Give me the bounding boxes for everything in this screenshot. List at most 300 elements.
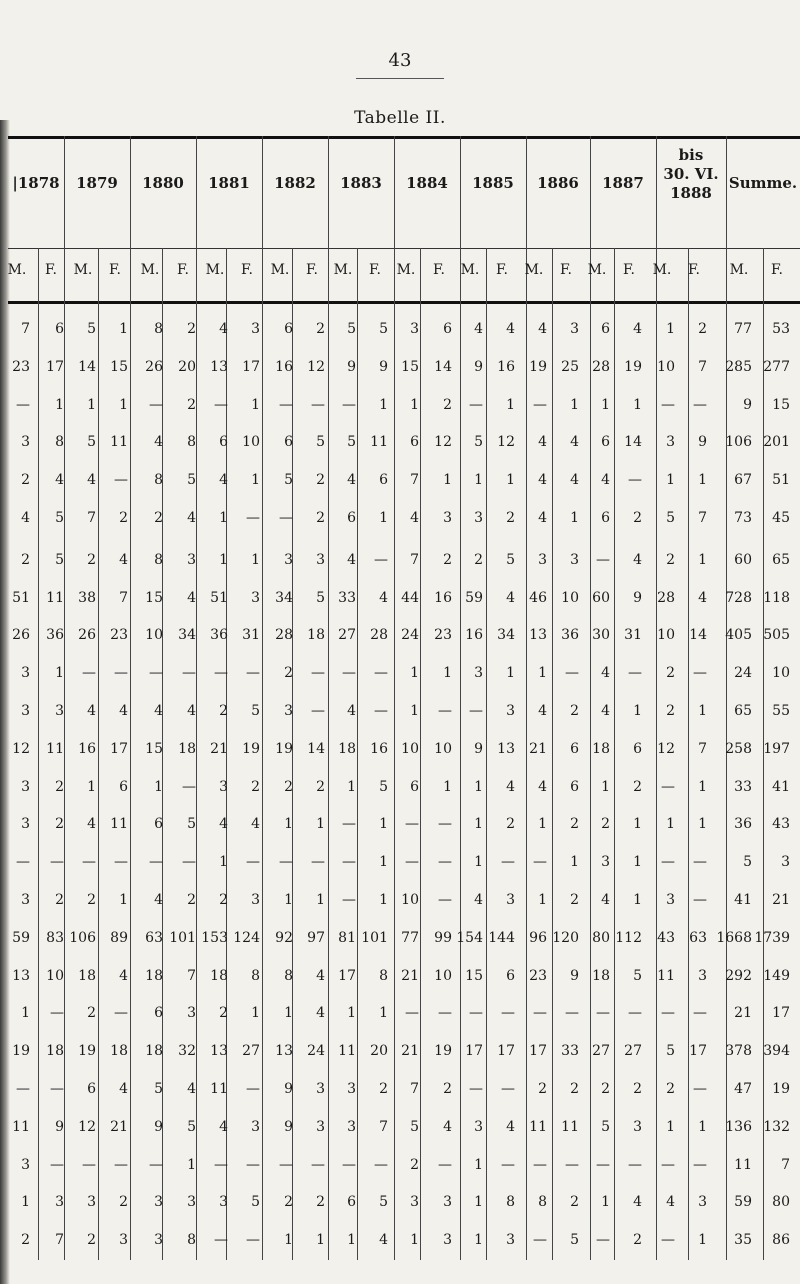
table-cell: 9 <box>474 358 483 375</box>
year-header: 1886 <box>537 174 579 192</box>
table-cell: 55 <box>772 703 790 719</box>
table-cell: 2 <box>187 321 196 337</box>
table-cell: 11 <box>657 967 675 984</box>
table-cell: 4 <box>538 472 547 489</box>
table-cell: 47 <box>734 1081 752 1097</box>
table-cell: 4 <box>633 321 642 337</box>
table-cell: 2 <box>443 396 452 413</box>
table-cell: 1 <box>21 1005 30 1022</box>
table-cell: 4 <box>666 1194 675 1211</box>
table-cell: 3 <box>443 510 452 526</box>
table-cell: — <box>114 1156 128 1173</box>
table-cell: — <box>246 854 260 871</box>
table-cell: 32 <box>178 1043 196 1060</box>
table-cell: 21 <box>401 967 419 984</box>
table-cell: 3 <box>316 1081 325 1097</box>
table-cell: 4 <box>474 892 483 908</box>
table-cell: 2 <box>87 892 96 908</box>
table-cell: 4 <box>570 434 579 451</box>
table-cell: 1 <box>601 1194 610 1211</box>
table-cell: 17 <box>338 967 356 984</box>
table-cell: — <box>214 1156 228 1173</box>
table-cell: 1 <box>251 396 260 413</box>
table-cell: 5 <box>284 472 293 489</box>
table-cell: 2 <box>21 551 30 568</box>
table-cell: 33 <box>561 1043 579 1060</box>
table-cell: 3 <box>347 1118 356 1135</box>
year-header: 1883 <box>340 174 382 192</box>
female-header: F. <box>369 262 381 278</box>
table-cell: 3 <box>21 434 30 451</box>
table-cell: 59 <box>12 929 30 946</box>
year-header: 1884 <box>406 174 448 192</box>
table-cell: — <box>246 1232 260 1249</box>
table-cell: 1 <box>538 816 547 833</box>
table-cell: — <box>628 1156 642 1173</box>
table-cell: 2 <box>187 396 196 413</box>
female-header: F. <box>623 262 635 278</box>
table-cell: 405 <box>725 627 752 644</box>
table-cell: 6 <box>154 816 163 833</box>
page-number-rule <box>356 78 444 79</box>
table-cell: 17 <box>772 1005 790 1022</box>
table-cell: 2 <box>633 1232 642 1249</box>
table-cell: 4 <box>119 967 128 984</box>
table-cell: 258 <box>725 740 752 757</box>
table-cell: — <box>246 1156 260 1173</box>
table-cell: 19 <box>78 1043 96 1060</box>
table-cell: 21 <box>529 740 547 757</box>
table-cell: 4 <box>538 434 547 451</box>
table-cell: 3 <box>506 703 515 719</box>
table-cell: 1 <box>698 1232 707 1249</box>
table-cell: 120 <box>552 929 579 946</box>
table-cell: 1 <box>379 816 388 833</box>
table-cell: 45 <box>772 510 790 526</box>
table-cell: 19 <box>12 1043 30 1060</box>
table-cell: 9 <box>284 1081 293 1097</box>
table-cell: 1 <box>379 854 388 871</box>
table-cell: — <box>246 665 260 682</box>
table-cell: 4 <box>506 589 515 606</box>
table-cell: 18 <box>46 1043 64 1060</box>
table-cell: — <box>565 1005 579 1022</box>
table-cell: 2 <box>570 816 579 833</box>
table-cell: — <box>693 1081 707 1097</box>
table-cell: 77 <box>734 321 752 337</box>
table-cell: 7 <box>781 1156 790 1173</box>
table-cell: — <box>214 1232 228 1249</box>
table-cell: — <box>311 396 325 413</box>
table-cell: 149 <box>763 967 790 984</box>
table-cell: 15 <box>401 358 419 375</box>
table-cell: 4 <box>538 778 547 795</box>
table-cell: 16 <box>275 358 293 375</box>
table-cell: 3 <box>21 665 30 682</box>
table-cell: — <box>374 665 388 682</box>
table-cell: 4 <box>347 472 356 489</box>
table-cell: 3 <box>187 1005 196 1022</box>
table-cell: — <box>693 892 707 908</box>
table-cell: 18 <box>145 967 163 984</box>
table-cell: — <box>374 551 388 568</box>
table-cell: 201 <box>763 434 790 451</box>
table-cell: 5 <box>743 854 752 871</box>
table-cell: 1 <box>633 396 642 413</box>
table-cell: 3 <box>506 892 515 908</box>
table-cell: 3 <box>21 1156 30 1173</box>
table-cell: 3 <box>443 1194 452 1211</box>
table-cell: 15 <box>145 740 163 757</box>
table-cell: 11 <box>12 1118 30 1135</box>
table-cell: 1 <box>55 396 64 413</box>
table-cell: 3 <box>284 703 293 719</box>
table-cell: 27 <box>592 1043 610 1060</box>
table-cell: 36 <box>734 816 752 833</box>
table-cell: 4 <box>87 472 96 489</box>
table-cell: 2 <box>633 778 642 795</box>
table-cell: 2 <box>219 1005 228 1022</box>
female-header: F. <box>109 262 121 278</box>
table-cell: 136 <box>725 1118 752 1135</box>
table-cell: 67 <box>734 472 752 489</box>
table-cell: 11 <box>370 434 388 451</box>
table-cell: 2 <box>284 665 293 682</box>
table-cell: 1 <box>251 551 260 568</box>
table-cell: 1 <box>474 1156 483 1173</box>
female-header: F. <box>433 262 445 278</box>
table-cell: 59 <box>734 1194 752 1211</box>
table-cell: 1 <box>443 472 452 489</box>
table-cell: 2 <box>601 1081 610 1097</box>
table-cell: 18 <box>592 967 610 984</box>
table-cell: 2 <box>219 892 228 908</box>
table-cell: — <box>279 396 293 413</box>
table-cell: 12 <box>307 358 325 375</box>
table-cell: 8 <box>538 1194 547 1211</box>
table-cell: 7 <box>21 321 30 337</box>
table-cell: 4 <box>187 510 196 526</box>
table-cell: 31 <box>624 627 642 644</box>
table-cell: 3 <box>87 1194 96 1211</box>
table-cell: 3 <box>698 1194 707 1211</box>
table-cell: 8 <box>506 1194 515 1211</box>
table-cell: 11 <box>46 589 64 606</box>
table-cell: 4 <box>601 892 610 908</box>
table-cell: 21 <box>772 892 790 908</box>
table-cell: 4 <box>251 816 260 833</box>
table-cell: 14 <box>689 627 707 644</box>
table-cell: 1 <box>474 778 483 795</box>
table-cell: 28 <box>370 627 388 644</box>
male-header: M. <box>396 262 416 278</box>
table-cell: 4 <box>698 589 707 606</box>
table-cell: 4 <box>87 816 96 833</box>
table-cell: — <box>16 396 30 413</box>
table-cell: 1 <box>698 778 707 795</box>
table-cell: — <box>565 1156 579 1173</box>
female-header: F. <box>45 262 57 278</box>
table-cell: 1 <box>506 665 515 682</box>
male-header: M. <box>460 262 480 278</box>
table-cell: 5 <box>316 589 325 606</box>
table-cell: 1 <box>474 1194 483 1211</box>
table-cell: 11 <box>338 1043 356 1060</box>
table-cell: 1 <box>410 396 419 413</box>
table-cell: 21 <box>401 1043 419 1060</box>
table-cell: 13 <box>12 967 30 984</box>
male-header: M. <box>270 262 290 278</box>
table-cell: 7 <box>410 472 419 489</box>
table-cell: 12 <box>78 1118 96 1135</box>
table-cell: 6 <box>443 321 452 337</box>
table-cell: 4 <box>538 703 547 719</box>
table-cell: 19 <box>434 1043 452 1060</box>
table-cell: 9 <box>570 967 579 984</box>
table-cell: 292 <box>725 967 752 984</box>
table-cell: — <box>342 816 356 833</box>
table-cell: 3 <box>474 665 483 682</box>
table-cell: 33 <box>734 778 752 795</box>
table-cell: 46 <box>529 589 547 606</box>
table-cell: 4 <box>379 589 388 606</box>
table-cell: — <box>533 1156 547 1173</box>
table-cell: 5 <box>187 816 196 833</box>
table-cell: — <box>596 1156 610 1173</box>
table-cell: 16 <box>370 740 388 757</box>
table-cell: — <box>182 665 196 682</box>
table-cell: 4 <box>410 510 419 526</box>
table-cell: 6 <box>347 1194 356 1211</box>
table-cell: 728 <box>725 589 752 606</box>
table-cell: 4 <box>154 892 163 908</box>
table-cell: 11 <box>46 740 64 757</box>
table-cell: 4 <box>506 321 515 337</box>
table-cell: 18 <box>592 740 610 757</box>
table-cell: — <box>311 665 325 682</box>
table-cell: 4 <box>538 510 547 526</box>
table-cell: 13 <box>210 358 228 375</box>
table-cell: 4 <box>506 778 515 795</box>
table-cell: 4 <box>633 1194 642 1211</box>
table-cell: 1 <box>570 396 579 413</box>
table-cell: 10 <box>242 434 260 451</box>
table-cell: 7 <box>698 358 707 375</box>
table-cell: 3 <box>284 551 293 568</box>
table-cell: 285 <box>725 358 752 375</box>
table-cell: 5 <box>379 1194 388 1211</box>
table-cell: 9 <box>284 1118 293 1135</box>
table-cell: 9 <box>633 589 642 606</box>
table-cell: 18 <box>145 1043 163 1060</box>
male-header: M. <box>205 262 225 278</box>
table-cell: 4 <box>187 1081 196 1097</box>
table-cell: 1 <box>443 665 452 682</box>
page-binding-edge <box>0 120 10 1284</box>
table-cell: 154 <box>456 929 483 946</box>
table-cell: 4 <box>601 665 610 682</box>
table-cell: — <box>16 1081 30 1097</box>
table-cell: 5 <box>187 1118 196 1135</box>
table-cell: — <box>149 854 163 871</box>
table-cell: 1 <box>506 396 515 413</box>
table-cell: 24 <box>734 665 752 682</box>
table-cell: 2 <box>119 1194 128 1211</box>
table-cell: 1 <box>219 854 228 871</box>
table-cell: — <box>438 816 452 833</box>
table-cell: 5 <box>666 1043 675 1060</box>
table-cell: 112 <box>615 929 642 946</box>
table-cell: 14 <box>78 358 96 375</box>
table-cell: — <box>693 396 707 413</box>
table-cell: 4 <box>316 1005 325 1022</box>
table-cell: 277 <box>763 358 790 375</box>
table-cell: — <box>661 1232 675 1249</box>
table-cell: 7 <box>55 1232 64 1249</box>
table-cell: 1 <box>474 816 483 833</box>
table-cell: 6 <box>570 740 579 757</box>
table-cell: 4 <box>119 1081 128 1097</box>
table-cell: — <box>342 854 356 871</box>
table-cell: 4 <box>347 703 356 719</box>
table-cell: 2 <box>538 1081 547 1097</box>
table-cell: 3 <box>570 551 579 568</box>
table-cell: 6 <box>219 434 228 451</box>
table-cell: 1 <box>379 1005 388 1022</box>
table-cell: 97 <box>307 929 325 946</box>
table-cell: 378 <box>725 1043 752 1060</box>
table-cell: — <box>565 665 579 682</box>
female-header: F. <box>241 262 253 278</box>
table-cell: — <box>693 665 707 682</box>
table-cell: — <box>693 854 707 871</box>
table-cell: 3 <box>187 551 196 568</box>
table-cell: 4 <box>187 703 196 719</box>
table-cell: 3 <box>219 1194 228 1211</box>
table-cell: 4 <box>506 1118 515 1135</box>
table-cell: 5 <box>154 1081 163 1097</box>
table-cell: 7 <box>87 510 96 526</box>
table-cell: 2 <box>666 1081 675 1097</box>
table-cell: 21 <box>110 1118 128 1135</box>
table-cell: 1739 <box>754 929 790 946</box>
table-cell: 20 <box>178 358 196 375</box>
table-cell: 1 <box>474 1232 483 1249</box>
table-cell: 53 <box>772 321 790 337</box>
table-cell: 2 <box>87 551 96 568</box>
table-cell: 15 <box>465 967 483 984</box>
table-cell: 7 <box>698 510 707 526</box>
table-cell: 4 <box>443 1118 452 1135</box>
table-cell: — <box>114 472 128 489</box>
table-cell: 1 <box>347 1232 356 1249</box>
table-cell: 4 <box>570 472 579 489</box>
table-cell: 106 <box>725 434 752 451</box>
table-cell: 4 <box>119 551 128 568</box>
table-cell: 25 <box>561 358 579 375</box>
table-cell: 1668 <box>716 929 752 946</box>
table-cell: 8 <box>154 551 163 568</box>
table-cell: 2 <box>379 1081 388 1097</box>
table-cell: — <box>661 778 675 795</box>
table-cell: 5 <box>601 1118 610 1135</box>
table-cell: — <box>438 892 452 908</box>
table-cell: 2 <box>55 892 64 908</box>
table-cell: 2 <box>506 510 515 526</box>
table-cell: — <box>16 854 30 871</box>
table-cell: 15 <box>145 589 163 606</box>
table-cell: 118 <box>763 589 790 606</box>
table-cell: — <box>246 1081 260 1097</box>
table-cell: 1 <box>633 816 642 833</box>
table-cell: 6 <box>87 1081 96 1097</box>
table-cell: 36 <box>210 627 228 644</box>
table-cell: 2 <box>570 1194 579 1211</box>
table-cell: 4 <box>154 434 163 451</box>
male-header: M. <box>73 262 93 278</box>
table-cell: 63 <box>145 929 163 946</box>
table-cell: 7 <box>187 967 196 984</box>
table-cell: 18 <box>78 967 96 984</box>
table-cell: — <box>182 778 196 795</box>
table-cell: — <box>501 1156 515 1173</box>
table-cell: 60 <box>592 589 610 606</box>
male-header: M. <box>524 262 544 278</box>
table-cell: 1 <box>347 778 356 795</box>
table-cell: — <box>214 396 228 413</box>
table-cell: 11 <box>561 1118 579 1135</box>
header-divider <box>8 248 800 249</box>
table-cell: 23 <box>529 967 547 984</box>
table-cell: 15 <box>110 358 128 375</box>
table-cell: 1 <box>698 472 707 489</box>
table-cell: 28 <box>275 627 293 644</box>
table-cell: 3 <box>443 1232 452 1249</box>
table-cell: 2 <box>506 816 515 833</box>
table-cell: 4 <box>219 816 228 833</box>
table-cell: 7 <box>410 1081 419 1097</box>
table-cell: 3 <box>251 321 260 337</box>
table-cell: 5 <box>87 434 96 451</box>
table-cell: 13 <box>497 740 515 757</box>
table-cell: — <box>149 396 163 413</box>
table-cell: 1 <box>379 510 388 526</box>
table-cell: 9 <box>474 740 483 757</box>
table-cell: 5 <box>506 551 515 568</box>
table-cell: 28 <box>657 589 675 606</box>
table-cell: — <box>149 665 163 682</box>
table-title: Tabelle II. <box>354 108 446 128</box>
male-header: M. <box>7 262 27 278</box>
table-cell: 1 <box>187 1156 196 1173</box>
female-header: F. <box>560 262 572 278</box>
table-cell: 16 <box>78 740 96 757</box>
table-cell: 23 <box>12 358 30 375</box>
table-cell: — <box>374 703 388 719</box>
table-cell: 14 <box>434 358 452 375</box>
table-cell: 27 <box>338 627 356 644</box>
table-cell: 18 <box>338 740 356 757</box>
table-cell: 43 <box>772 816 790 833</box>
table-cell: 4 <box>601 703 610 719</box>
table-cell: 65 <box>772 551 790 568</box>
table-cell: 153 <box>201 929 228 946</box>
table-cell: 4 <box>119 703 128 719</box>
table-cell: — <box>311 1156 325 1173</box>
table-cell: — <box>533 396 547 413</box>
table-cell: 4 <box>187 589 196 606</box>
table-cell: — <box>50 1081 64 1097</box>
